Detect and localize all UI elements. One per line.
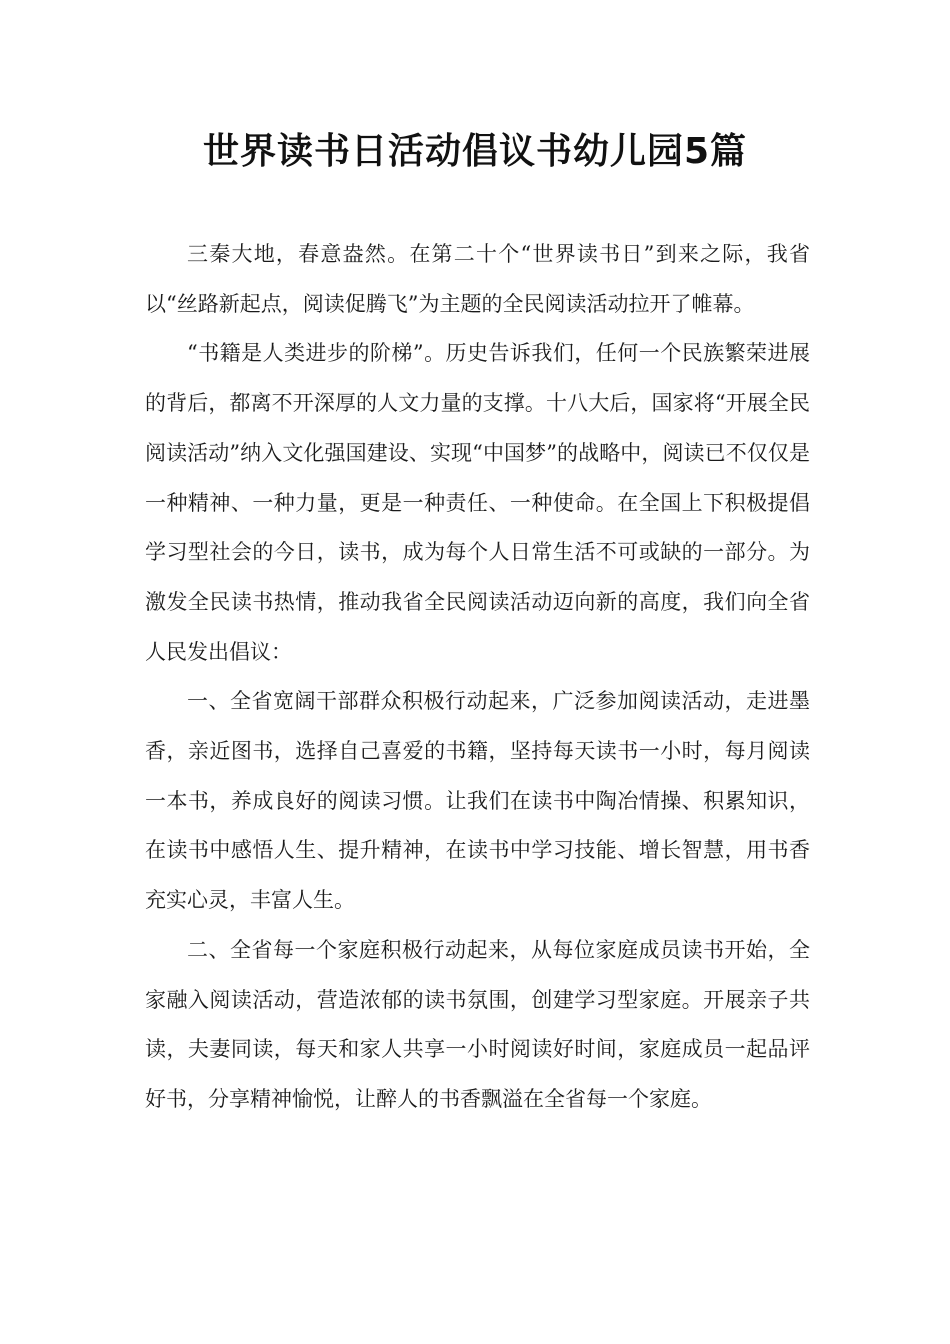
document-title: 世界读书日活动倡议书幼儿园5篇	[202, 131, 748, 172]
paragraph-proposal-2: 二、全省每一个家庭积极行动起来，从每位家庭成员读书开始，全家融入阅读活动，营造浓郁的读书氛围，创建学习型家庭。开展亲子共读，夫妻同读，每天和家人共享一小时阅读好时间，家庭成员一起品评好书，分享精神愉悦，让醉人的书香飘溢在全省每一个家庭。	[145, 937, 810, 1111]
paragraph-proposal-1: 一、全省宽阔干部群众积极行动起来，广泛参加阅读活动，走进墨香，亲近图书，选择自己喜爱的书籍，坚持每天读书一小时，每月阅读一本书，养成良好的阅读习惯。让我们在读书中陶冶情操、积累知识，在读书中感悟人生、提升精神，在读书中学习技能、增长智慧，用书香充实心灵，丰富人生。	[145, 689, 810, 913]
paragraph-background: “书籍是人类进步的阶梯”。历史告诉我们，任何一个民族繁荣进展的背后，都离不开深厚的人文力量的支撑。十八大后，国家将“开展全民阅读活动”纳入文化强国建设、实现“中国梦”的战略中，阅读已不仅仅是一种精神、一种力量，更是一种责任、一种使命。在全国上下积极提倡学习型社会的今日，读书，成为每个人日常生活不可或缺的一部分。为激发全民读书热情，推动我省全民阅读活动迈向新的高度，我们向全省人民发出倡议：	[145, 341, 810, 664]
paragraph-intro: 三秦大地，春意盎然。在第二十个“世界读书日”到来之际，我省以“丝路新起点，阅读促腾飞”为主题的全民阅读活动拉开了帷幕。	[145, 242, 810, 316]
document-body	[145, 230, 810, 1125]
